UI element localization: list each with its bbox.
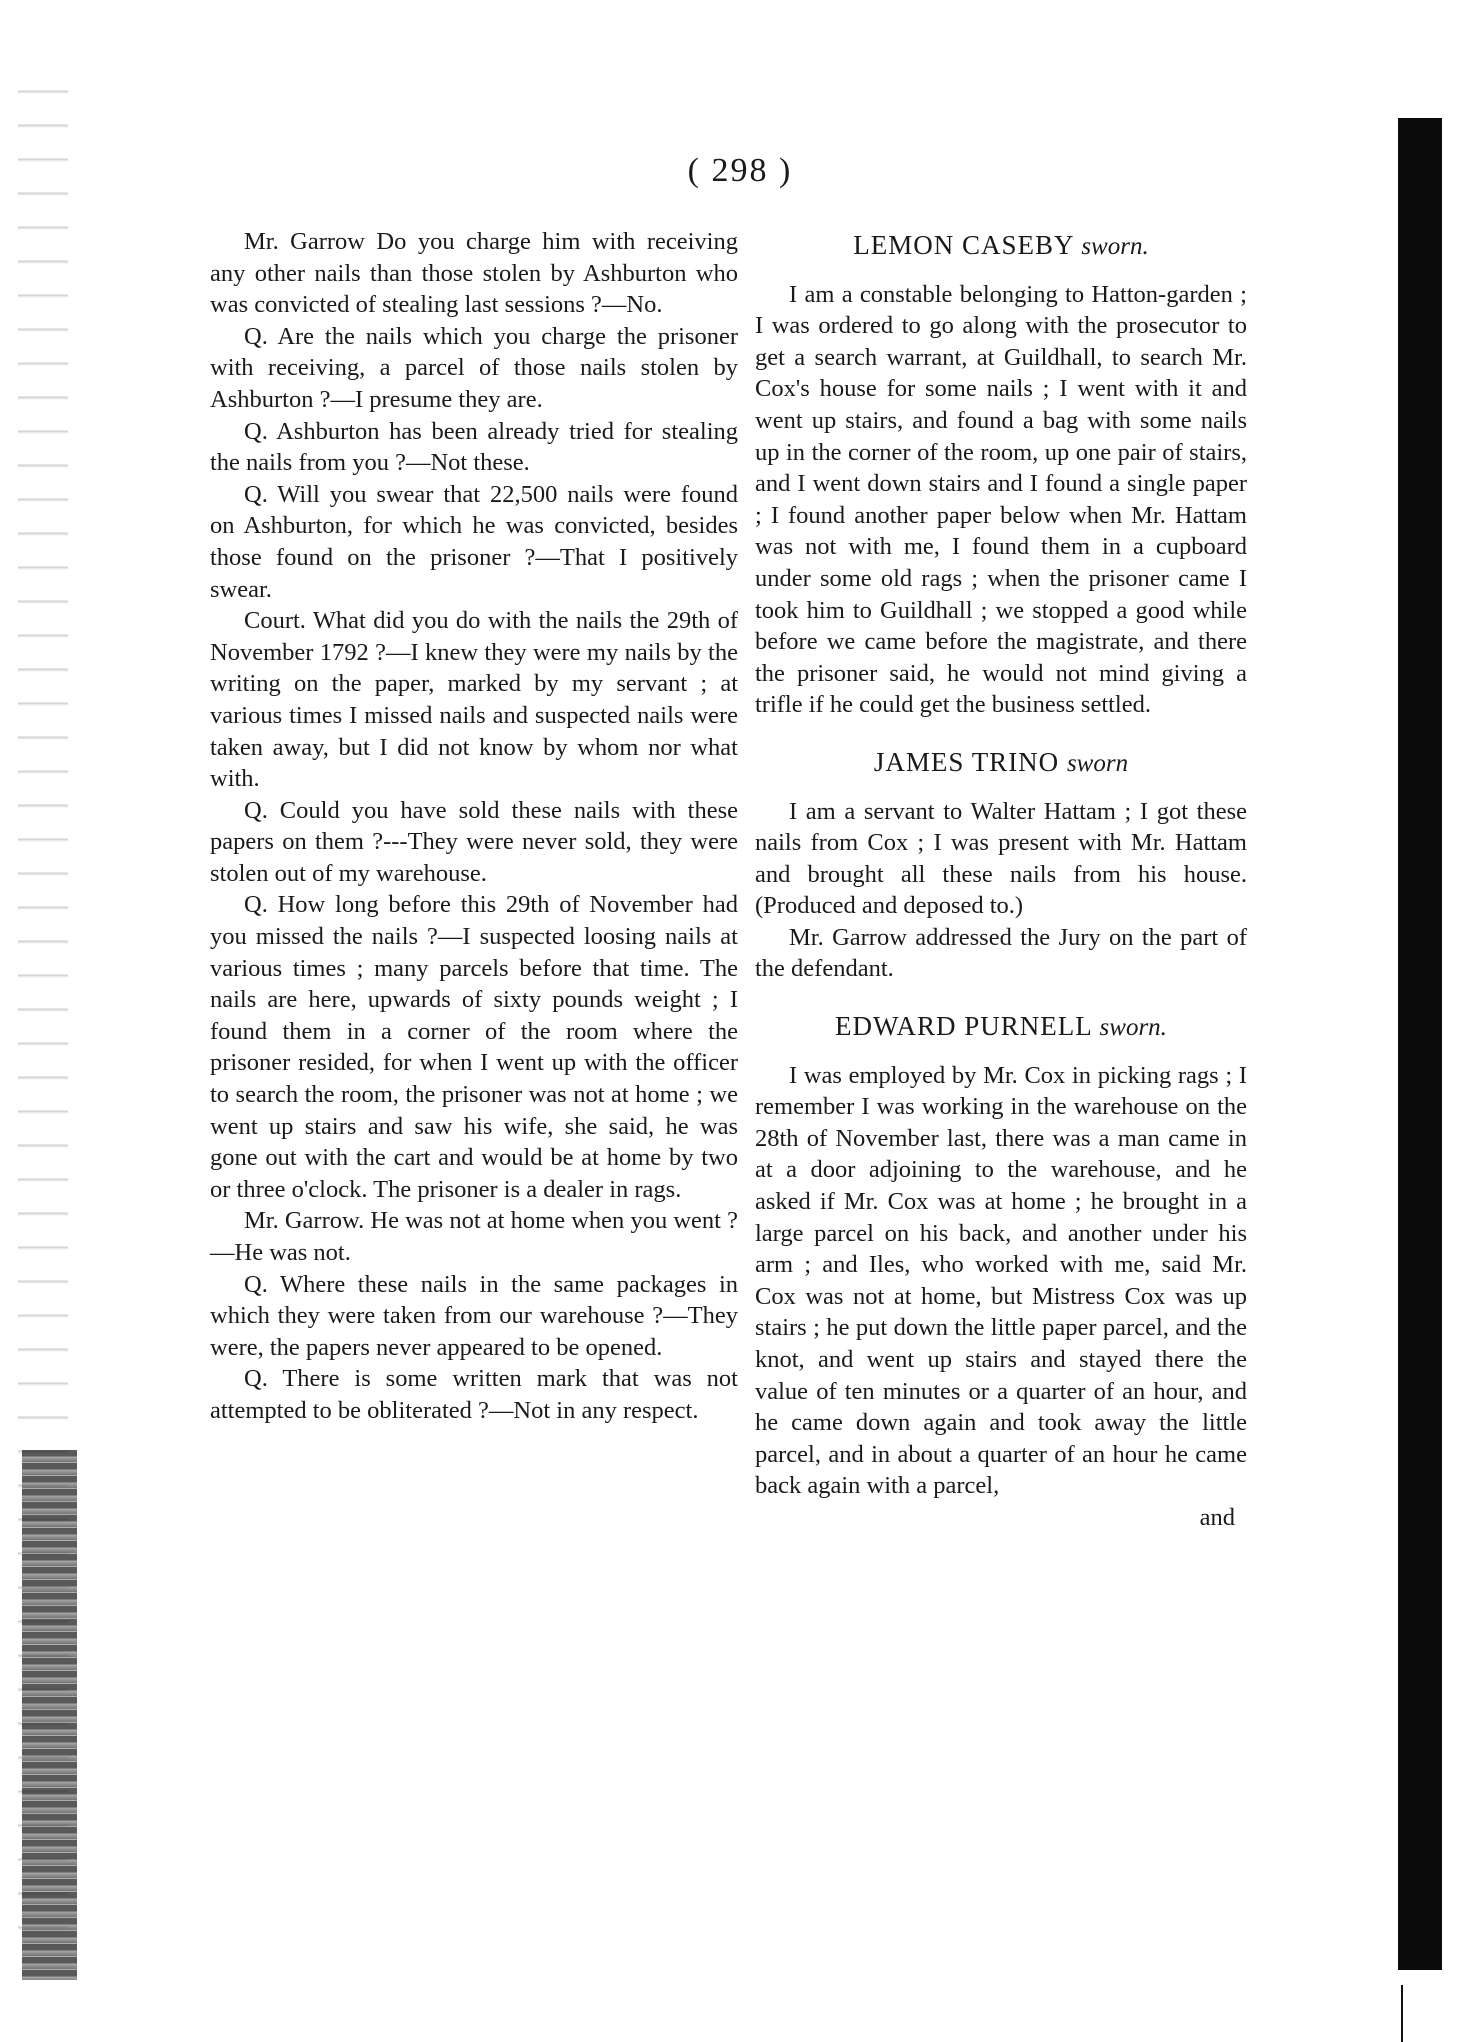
scan-edge-left-dark xyxy=(22,1450,77,1980)
page-number: ( 298 ) xyxy=(687,152,793,189)
witness-heading xyxy=(755,985,1247,1060)
paragraph: Q. There is some written mark that was not attempted to be obliterated ?—Not in any respect. xyxy=(210,1365,738,1424)
paragraph: Mr. Garrow addressed the Jury on the part of the defendant. xyxy=(755,923,1247,983)
witness-name: LEMON CASEBY xyxy=(853,230,1074,260)
paragraph: Q. Are the nails which you charge the prisoner with receiving, a parcel of those nails stolen by Ashburton ?—I presume they are. xyxy=(210,322,738,413)
left-column xyxy=(210,226,738,1427)
paragraph: Q. Where these nails in the same packages in which they were taken from our warehouse ?—They were, the papers never appeared to be opened. xyxy=(210,1270,738,1361)
paragraph: Q. Could you have sold these nails with these papers on them ?---They were never sold, they were stolen out of my warehouse. xyxy=(210,796,738,887)
scan-edge-right-line xyxy=(1401,1985,1403,2042)
paragraph: Q. Will you swear that 22,500 nails were found on Ashburton, for which he was convicted, besides those found on the prisoner ?—That I positively swear. xyxy=(210,480,738,603)
paragraph: I was employed by Mr. Cox in picking rags ; I remember I was working in the warehouse on the 28th of November last, there was a man came in at a door adjoining to the warehouse, and he asked if Mr. Cox was at home ; he brought in a large parcel on his back, and another under his arm ; and Iles, who worked with me, said Mr. Cox was not at home, but Mistress Cox was up stairs ; he put down the little paper parcel, and the knot, and went up stairs and stayed there the value of ten minutes or a quarter of an hour, and he came down again and took away the little parcel, and in about a quarter of an hour he came back again with a parcel, xyxy=(755,1061,1247,1500)
scan-edge-right-bar xyxy=(1398,118,1442,1970)
sworn-label: sworn. xyxy=(1081,233,1149,260)
paragraph: Mr. Garrow. He was not at home when you went ?—He was not. xyxy=(210,1207,738,1266)
sworn-label: sworn. xyxy=(1099,1014,1167,1042)
paragraph: Q. How long before this 29th of November had you missed the nails ?—I suspected loosing nails at various times ; many parcels before that time. The nails are here, upwards of sixty pounds weight ; I found them in a corner of the room where the prisoner resided, for when I went up with the officer to search the room, the prisoner was not at home ; we went up stairs and saw his wife, she said, he was gone out with the cart and would be at home by two or three o'clock. The prisoner is a dealer in rags. xyxy=(210,891,738,1203)
witness-name: EDWARD PURNELL xyxy=(835,1011,1092,1042)
paragraph: I am a servant to Walter Hattam ; I got these nails from Cox ; I was present with Mr. Hattam and brought all these nails from his house. (Produced and deposed to.) xyxy=(755,797,1247,920)
witness-heading xyxy=(755,226,1247,279)
paragraph: I am a constable belonging to Hatton-garden ; I was ordered to go along with the prosecutor to get a search warrant, at Guildhall, to search Mr. Cox's house for some nails ; I went with it and went up stairs, and found a bag with some nails up in the corner of the room, up one pair of stairs, and I went down stairs and I found a single paper ; I found another paper below when Mr. Hattam was not with me, I found them in a cupboard under some old rags ; when the prisoner came I took him to Guildhall ; we stopped a good while before we came before the magistrate, and there the prisoner said, he would not mind giving a trifle if he could get the business settled. xyxy=(755,280,1247,719)
paragraph: Mr. Garrow Do you charge him with receiving any other nails than those stolen by Ashburton who was convicted of stealing last sessions ?—No. xyxy=(210,228,738,319)
paragraph: Court. What did you do with the nails the 29th of November 1792 ?—I knew they were my nails by the writing on the paper, marked by my servant ; at various times I missed nails and suspected nails were taken away, but I did not know by whom nor what with. xyxy=(210,607,738,793)
catchword: and xyxy=(1199,1503,1235,1531)
sworn-label: sworn xyxy=(1066,749,1129,777)
witness-heading xyxy=(755,721,1247,796)
right-column xyxy=(755,226,1247,1534)
witness-name: JAMES TRINO xyxy=(873,746,1060,777)
paragraph: Q. Ashburton has been already tried for stealing the nails from you ?—Not these. xyxy=(210,417,738,477)
